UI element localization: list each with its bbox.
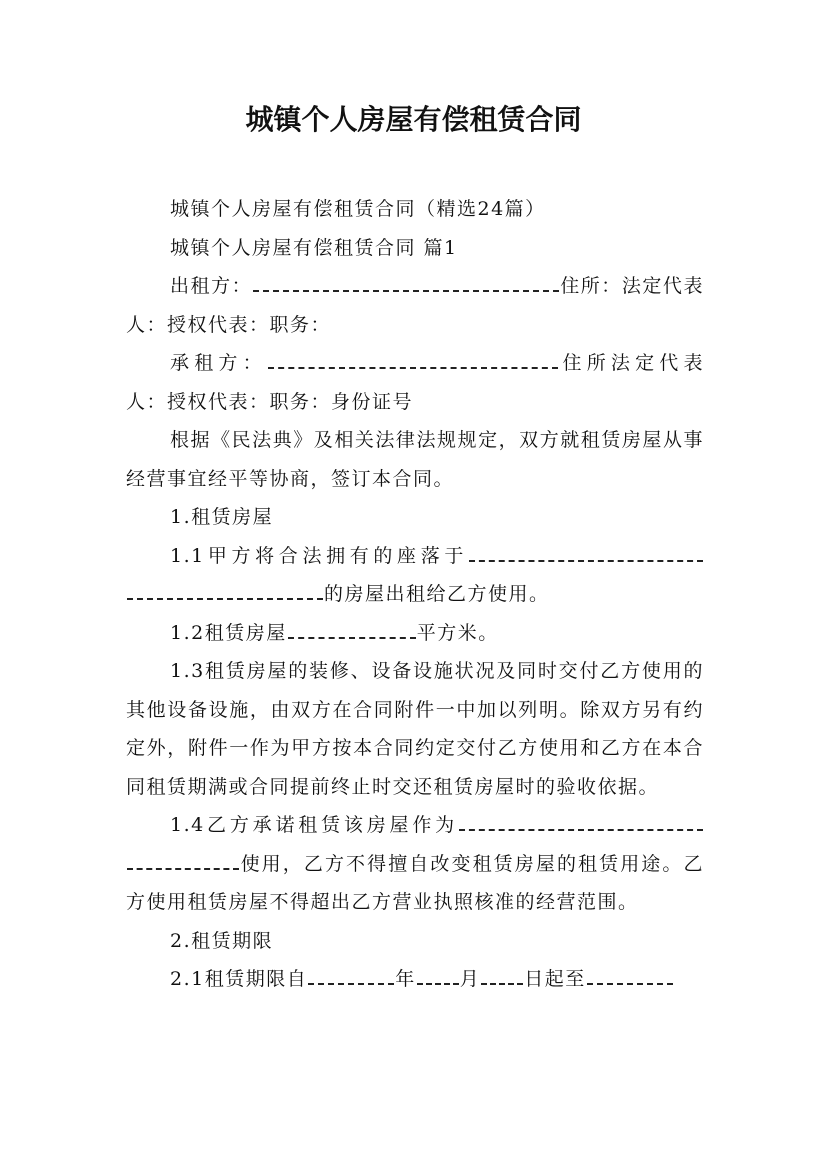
document-body [126,190,704,999]
document-title: 城镇个人房屋有偿租赁合同 [245,103,582,136]
clause-2-1-prefix: 2.1租赁期限自 [170,968,308,990]
lessee-paragraph [126,344,704,421]
subtitle: 城镇个人房屋有偿租赁合同（精选24篇） [170,198,546,220]
area-blank [288,637,416,639]
end-year-blank [587,983,673,985]
clause-2-title: 2.租赁期限 [170,929,274,952]
clause-1-2 [126,614,704,653]
lessee-name-blank [268,367,558,369]
clause-1-1-suffix: 的房屋出租给乙方使用。 [324,583,550,605]
start-year-blank [308,983,394,985]
address-blank-1 [469,560,703,562]
lessee-suffix: 住所法定代表人：授权代表：职务：身份证号 [126,352,704,413]
clause-1-4 [126,806,704,922]
clause-1-4-suffix: 使用，乙方不得擅自改变租赁房屋的租赁用途。乙方使用租赁房屋不得超出乙方营业执照核准的经营范围。 [126,852,704,913]
clause-1-3: 1.3租赁房屋的装修、设备设施状况及同时交付乙方使用的其他设备设施，由双方在合同附件一中加以列明。除双方另有约定外，附件一作为甲方按本合同约定交付乙方使用和乙方在本合同租赁期满或合同提前终止时交还租赁房屋时的验收依据。 [126,660,704,798]
lessor-name-blank [253,290,559,292]
start-day-blank [481,983,523,985]
usage-blank-2 [127,868,239,870]
clause-1-2-suffix: 平方米。 [416,621,499,644]
clause-2-1 [126,960,704,999]
clause-1-1 [126,537,704,614]
lessor-label: 出租方： [170,275,253,297]
year-label: 年 [395,968,416,990]
clause-1-1-prefix: 1.1甲方将合法拥有的座落于 [170,544,468,567]
section-heading: 城镇个人房屋有偿租赁合同 篇1 [170,236,458,259]
clause-1-4-prefix: 1.4乙方承诺租赁该房屋作为 [170,814,458,836]
lessee-label: 承租方： [170,352,267,374]
lessor-suffix: 住所：法定代表人：授权代表：职务： [126,275,704,336]
clause-1-2-prefix: 1.2租赁房屋 [170,621,287,644]
month-label: 月 [459,968,481,990]
start-month-blank [417,983,459,985]
usage-blank-1 [459,829,703,831]
clause-1-title: 1.租赁房屋 [170,506,274,528]
basis-paragraph: 根据《民法典》及相关法律法规规定，双方就租赁房屋从事经营事宜经平等协商，签订本合同。 [126,429,704,490]
lessor-paragraph [126,267,704,344]
address-blank-2 [127,598,323,600]
day-to-label: 日起至 [524,968,586,990]
